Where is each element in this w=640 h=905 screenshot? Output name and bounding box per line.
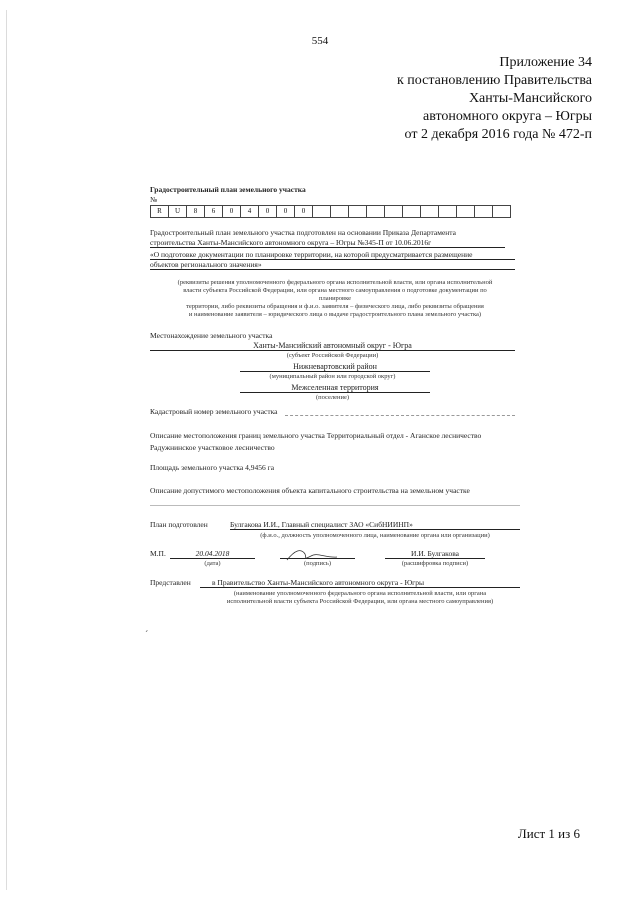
plan-number-cell: R xyxy=(150,205,169,218)
author-date: 20.04.2018 xyxy=(170,549,255,559)
area-label: Площадь земельного участка xyxy=(150,463,244,472)
plan-number-cell xyxy=(403,205,421,218)
appendix-line-1: Приложение 34 xyxy=(499,55,592,70)
scan-speck: ˊ xyxy=(145,630,149,641)
plan-number-cell: 0 xyxy=(295,205,313,218)
sheet-counter: Лист 1 из 6 xyxy=(517,826,580,841)
area-row xyxy=(150,463,274,472)
plan-number-cell xyxy=(349,205,367,218)
basis-caption-2: власти субъекта Российской Федерации, или органа местного самоуправления о подготовке документации по xyxy=(183,287,487,294)
basis-caption-1: (реквизиты решения уполномоченного федерального органа исполнительной власти, или органа исполнительной xyxy=(177,279,493,286)
basis-line-4: объектов регионального значения» xyxy=(150,260,515,270)
basis-caption-3: планировке xyxy=(318,295,351,302)
basis-caption-5: и наименование заявителя – юридического лица о выдаче градостроительного плана земельного участка) xyxy=(188,311,482,318)
borders-row xyxy=(150,431,520,440)
plan-number-cell: 0 xyxy=(259,205,277,218)
plan-number-cell xyxy=(385,205,403,218)
location-district-caption: (муниципальный район или городской округ) xyxy=(269,373,396,380)
placement-line xyxy=(150,505,520,506)
signer-name: И.И. Булгакова xyxy=(385,549,485,559)
plan-number-cell xyxy=(313,205,331,218)
plan-number-cell: 6 xyxy=(205,205,223,218)
signature-caption: (подпись) xyxy=(304,560,331,567)
plan-number-cell: 8 xyxy=(187,205,205,218)
borders-value-1: Территориальный отдел - Аганское лесничество xyxy=(326,431,482,440)
plan-number-cell: 0 xyxy=(223,205,241,218)
basis-line-1: Градостроительный план земельного участка подготовлен на основании Приказа Департамента xyxy=(150,228,456,237)
plan-number-cell: 0 xyxy=(277,205,295,218)
area-value: 4,9456 га xyxy=(245,463,275,472)
plan-number-cell xyxy=(367,205,385,218)
plan-number-cells xyxy=(150,205,511,218)
appendix-line-5: от 2 декабря 2016 года № 472-п xyxy=(404,127,592,142)
basis-caption-4: территории, либо реквизиты обращения и ф.и.о. заявителя – физического лица, либо реквизиты обращения xyxy=(186,303,484,310)
submitted-value: в Правительство Ханты-Мансийского автономного округа - Югры xyxy=(200,578,520,588)
location-settlement-caption: (поселение) xyxy=(315,394,350,401)
location-region-caption: (субъект Российской Федерации) xyxy=(286,352,379,359)
plan-number-cell xyxy=(331,205,349,218)
date-caption: (дата) xyxy=(204,560,221,567)
page-number: 554 xyxy=(311,35,329,47)
cadastral-label: Кадастровый номер земельного участка xyxy=(150,407,278,416)
basis-line-2: строительства Ханты-Мансийского автономного округа – Югры №345-П от 10.06.2016г xyxy=(150,238,505,248)
plan-number-cell: 4 xyxy=(241,205,259,218)
basis-line-3: «О подготовке документации по планировке территории, на которой предусматривается размещение xyxy=(150,250,515,260)
borders-value-2: Радужнинское участковое лесничество xyxy=(150,443,275,452)
author-value: Булгакова И.И., Главный специалист ЗАО «СибНИИНП» xyxy=(230,520,520,530)
plan-number-cell xyxy=(475,205,493,218)
signer-caption: (расшифровка подписи) xyxy=(401,560,469,567)
stamp-mp: М.П. xyxy=(150,549,166,558)
submitted-caption-2: исполнительной власти субъекта Российской Федерации, или органа местного самоуправления) xyxy=(226,598,494,605)
cadastral-value-line xyxy=(285,415,515,416)
scan-edge-line xyxy=(6,10,7,890)
borders-label: Описание местоположения границ земельного участка xyxy=(150,431,325,440)
submitted-caption-1: (наименование уполномоченного федерального органа исполнительной власти, или органа xyxy=(233,590,487,597)
location-district: Нижневартовский район xyxy=(240,362,430,372)
author-label: План подготовлен xyxy=(150,520,208,529)
appendix-line-2: к постановлению Правительства xyxy=(396,73,592,88)
appendix-line-3: Ханты-Мансийского xyxy=(468,91,592,106)
plan-number-cell xyxy=(421,205,439,218)
plan-number-cell xyxy=(493,205,511,218)
plan-title: Градостроительный план земельного участка xyxy=(150,185,306,194)
location-settlement: Межселенная территория xyxy=(240,383,430,393)
appendix-header xyxy=(397,54,592,144)
plan-number-label: № xyxy=(150,195,158,204)
plan-number-cell: U xyxy=(169,205,187,218)
appendix-line-4: автономного округа – Югры xyxy=(423,109,592,124)
plan-number-cell xyxy=(457,205,475,218)
signature-line xyxy=(280,558,355,559)
plan-number-cell xyxy=(439,205,457,218)
location-region: Ханты-Мансийский автономный округ - Югра xyxy=(150,341,515,351)
submitted-label: Представлен xyxy=(150,578,191,587)
author-caption: (ф.и.о., должность уполномоченного лица, наименование органа или организации) xyxy=(260,532,490,539)
location-label: Местонахождение земельного участка xyxy=(150,331,273,340)
placement-label: Описание допустимого местоположения объекта капитального строительства на земельном участке xyxy=(150,486,470,495)
